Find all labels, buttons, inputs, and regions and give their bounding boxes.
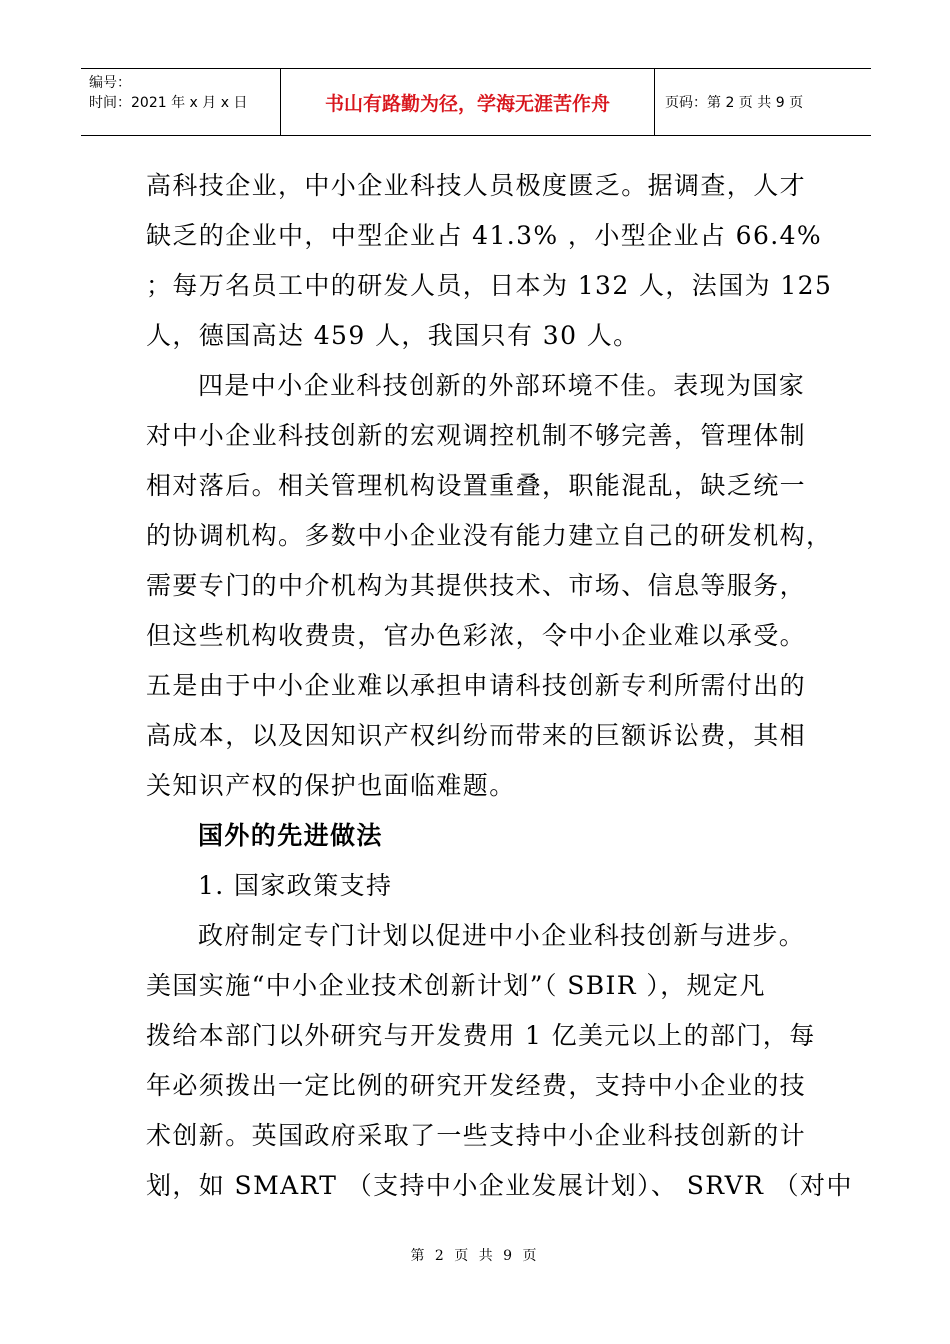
- body-line: 五是由于中小企业难以承担申请科技创新专利所需付出的: [146, 671, 807, 700]
- body-line: 关知识产权的保护也面临难题。: [146, 771, 516, 800]
- document-time-label: 时间：2021 年 x 月 x 日: [89, 95, 248, 111]
- body-line: 拨给本部门以外研究与开发费用 1 亿美元以上的部门，每: [146, 1021, 816, 1050]
- body-line: 划，如 SMART （支持中小企业发展计划）、 SRVR （对中: [146, 1171, 853, 1200]
- body-line: 的协调机构。多数中小企业没有能力建立自己的研发机构，: [146, 521, 833, 550]
- body-line: 缺乏的企业中，中型企业占 41.3% ，小型企业占 66.4%: [146, 221, 823, 250]
- header-meta: [81, 69, 281, 135]
- header-page-info: 页码：第 2 页 共 9 页: [665, 95, 804, 111]
- subsection-heading: 1. 国家政策支持: [198, 871, 393, 900]
- body-line: 年必须拨出一定比例的研究开发经费，支持中小企业的技: [146, 1071, 807, 1100]
- body-line: 美国实施“中小企业技术创新计划”（ SBIR ），规定凡: [146, 971, 766, 1000]
- body-line: 人，德国高达 459 人，我国只有 30 人。: [146, 321, 640, 350]
- section-heading: 国外的先进做法: [198, 821, 383, 850]
- body-line: 需要专门的中介机构为其提供技术、市场、信息等服务，: [146, 571, 807, 600]
- body-line: 高成本，以及因知识产权纠纷而带来的巨额诉讼费，其相: [146, 721, 807, 750]
- body-line: 术创新。英国政府采取了一些支持中小企业科技创新的计: [146, 1121, 807, 1150]
- body-line: 相对落后。相关管理机构设置重叠，职能混乱，缺乏统一: [146, 471, 807, 500]
- page-footer: 第 2 页 共 9 页: [410, 1248, 540, 1264]
- body-line: 但这些机构收费贵，官办色彩浓，令中小企业难以承受。: [146, 621, 807, 650]
- document-body: [146, 161, 853, 1211]
- body-line: 四是中小企业科技创新的外部环境不佳。表现为国家: [198, 371, 806, 400]
- body-line: 政府制定专门计划以促进中小企业科技创新与进步。: [198, 921, 806, 950]
- document-number-label: 编号：: [89, 75, 131, 91]
- body-line: 高科技企业，中小企业科技人员极度匮乏。据调查，人才: [146, 171, 807, 200]
- page-header: [81, 68, 871, 136]
- body-line: 对中小企业科技创新的宏观调控机制不够完善，管理体制: [146, 421, 807, 450]
- body-line: ；每万名员工中的研发人员，日本为 132 人，法国为 125: [146, 271, 833, 300]
- header-motto: 书山有路勤为径，学海无涯苦作舟: [281, 69, 655, 135]
